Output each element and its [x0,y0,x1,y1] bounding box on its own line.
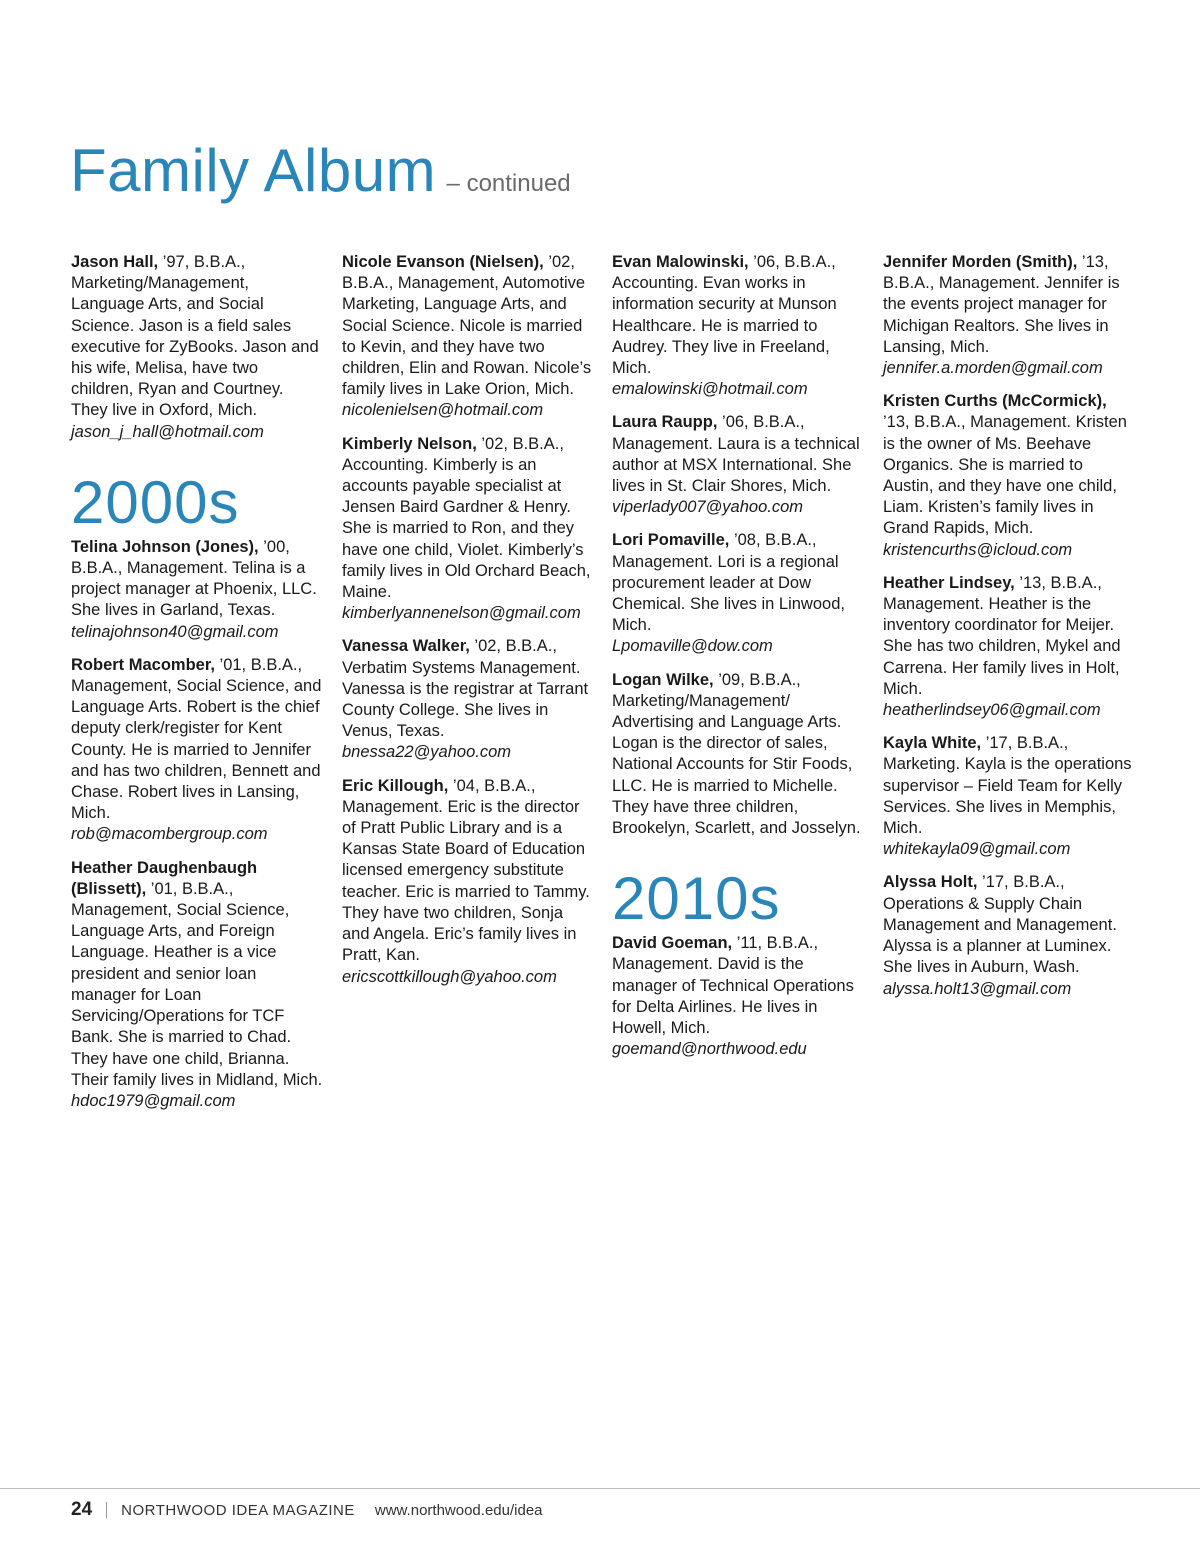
page-header [70,136,571,205]
alumni-email: heatherlindsey06@gmail.com [883,701,1101,720]
alumni-email: telinajohnson40@gmail.com [71,622,279,641]
alumni-details: ’04, B.B.A., Management. Eric is the director of Pratt Public Library and is a Kansas State Board of Education licensed emergency substitute teacher. Eric is married to Tammy. They have two children, Sonja and Angela. Eric’s family lives in Pratt, Kan. [342,776,590,965]
alumni-details: ’01, B.B.A., Management, Social Science, and Language Arts. Robert is the chief deputy clerk/register for Kent County. He is married to Jennifer and has two children, Bennett and Chase. Robert lives in Lansing, Mich. [71,655,322,823]
alumni-email: nicolenielsen@hotmail.com [342,401,544,420]
alumni-details: ’02, B.B.A., Management, Automotive Marketing, Language Arts, and Social Science. Nicole is married to Kevin, and they have two children, Elin and Rowan. Nicole’s family lives in Lake Orion, Mich. [342,253,592,399]
alumni-entry [883,573,1135,721]
alumni-email: whitekayla09@gmail.com [883,840,1071,859]
alumni-name: Robert Macomber, [71,655,215,674]
alumni-entry [612,933,864,1060]
alumni-name: David Goeman, [612,934,733,953]
page-subtitle: – continued [446,170,571,197]
alumni-details: ’08, B.B.A., Management. Lori is a regional procurement leader at Dow Chemical. She lives in Linwood, Mich. [612,531,845,635]
magazine-url[interactable]: www.northwood.edu/idea [374,1501,543,1519]
alumni-email: kimberlyannenelson@gmail.com [342,604,581,623]
alumni-entry [71,537,323,643]
alumni-entry [342,252,594,422]
alumni-entry [612,412,864,518]
alumni-details: ’13, B.B.A., Management. Kristen is the owner of Ms. Beehave Organics. She is married to Austin, and they have one child, Liam. Kristen’s family lives in Grand Rapids, Mich. [883,413,1127,538]
page-footer [71,1499,543,1521]
decade-heading: 2010s [612,865,781,933]
alumni-details: ’17, B.B.A., Marketing. Kayla is the operations supervisor – Field Team for Kelly Services. She lives in Memphis, Mich. [883,734,1132,838]
alumni-entry [612,252,864,400]
alumni-entry [612,670,864,840]
alumni-email: jennifer.a.morden@gmail.com [883,359,1103,378]
alumni-details: ’09, B.B.A., Marketing/Management/ Advertising and Language Arts. Logan is the director of sales, National Accounts for Stir Foods, LLC. He is married to Michelle. They have three children, Brookelyn, Scarlett, and Josselyn. [612,670,861,838]
alumni-email: bnessa22@yahoo.com [342,743,512,762]
alumni-name: Nicole Evanson (Nielsen), [342,253,544,271]
alumni-email: rob@macombergroup.com [71,825,268,844]
alumni-email: Lpomaville@dow.com [612,637,773,656]
alumni-details: ’02, B.B.A., Verbatim Systems Management. Vanessa is the registrar at Tarrant County College. She lives in Venus, Texas. [342,637,589,741]
page-number: 24 [71,1499,93,1520]
alumni-entry [883,252,1135,379]
alumni-email: alyssa.holt13@gmail.com [883,979,1072,998]
alumni-details: ’01, B.B.A., Management, Social Science, Language Arts, and Foreign Language. Heather is a vice president and senior loan manager for Loan Servicing/Operations for TCF Bank. She is married to Chad. They have one child, Brianna. Their family lives in Midland, Mich. [71,879,323,1089]
alumni-details: ’06, B.B.A., Management. Laura is a technical author at MSX International. She lives in St. Clair Shores, Mich. [612,413,860,496]
alumni-name: Jason Hall, [71,253,159,271]
alumni-entry [342,636,594,763]
alumni-name: Telina Johnson (Jones), [71,537,259,556]
alumni-entry [612,530,864,657]
alumni-email: viperlady007@yahoo.com [612,498,804,517]
magazine-name: NORTHWOOD IDEA MAGAZINE [121,1501,355,1519]
alumni-details: ’06, B.B.A., Accounting. Evan works in information security at Munson Healthcare. He is married to Audrey. They live in Freeland, Mich. [612,253,837,378]
alumni-name: Laura Raupp, [612,413,718,432]
alumni-email: goemand@northwood.edu [612,1040,807,1059]
alumni-name: Kayla White, [883,734,982,753]
alumni-entry [342,434,594,625]
decade-heading: 2000s [71,468,240,536]
alumni-entry [883,872,1135,999]
alumni-name: Kimberly Nelson, [342,434,477,453]
alumni-details: ’13, B.B.A., Management. Heather is the inventory coordinator for Meijer. She has two children, Mykel and Carrena. Her family lives in Holt, Mich. [883,573,1121,698]
alumni-name: Alyssa Holt, [883,873,978,892]
alumni-details: ’00, B.B.A., Management. Telina is a project manager at Phoenix, LLC. She lives in Garland, Texas. [71,537,317,620]
alumni-details: ’11, B.B.A., Management. David is the manager of Technical Operations for Delta Airlines. He lives in Howell, Mich. [612,934,854,1038]
alumni-entry [342,776,594,988]
alumni-name: Evan Malowinski, [612,253,749,271]
alumni-name: Eric Killough, [342,776,449,795]
alumni-name: Lori Pomaville, [612,531,730,550]
alumni-name: Jennifer Morden (Smith), [883,253,1078,271]
column-4 [883,252,1135,1012]
column-3 [612,252,864,1073]
alumni-name: Heather Lindsey, [883,573,1015,592]
column-2 [342,252,594,1000]
alumni-details: ’17, B.B.A., Operations & Supply Chain Management and Management. Alyssa is a planner at Luminex. She lives in Auburn, Wash. [883,873,1117,977]
alumni-details: ’97, B.B.A., Marketing/Management, Language Arts, and Social Science. Jason is a field sales executive for ZyBooks. Jason and his wife, Melisa, have two children, Ryan and Courtney. They live in Oxford, Mich. [71,253,319,420]
alumni-name: Heather Daughenbaugh (Blissett), [71,858,258,898]
footer-divider [0,1488,1200,1489]
alumni-email: hdoc1979@gmail.com [71,1091,236,1110]
alumni-email: kristencurths@icloud.com [883,540,1073,559]
alumni-email: emalowinski@hotmail.com [612,380,808,399]
alumni-email: ericscottkillough@yahoo.com [342,967,557,986]
alumni-details: ’02, B.B.A., Accounting. Kimberly is an accounts payable specialist at Jensen Baird Gardner & Henry. She is married to Ron, and they have one child, Violet. Kimberly’s family lives in Old Orchard Beach, Maine. [342,434,591,602]
alumni-name: Vanessa Walker, [342,637,470,656]
alumni-name: Kristen Curths (McCormick), [883,392,1107,411]
alumni-entry [71,858,323,1112]
alumni-entry [71,655,323,846]
alumni-email: jason_j_hall@hotmail.com [71,422,264,441]
alumni-details: ’13, B.B.A., Management. Jennifer is the events project manager for Michigan Realtors. She lives in Lansing, Mich. [883,253,1120,356]
alumni-entry [883,391,1135,561]
alumni-entry [71,252,323,443]
alumni-entry [883,733,1135,860]
column-1 [71,252,323,1124]
page-title: Family Album [70,137,437,204]
alumni-name: Logan Wilke, [612,670,714,689]
footer-separator [106,1502,107,1518]
